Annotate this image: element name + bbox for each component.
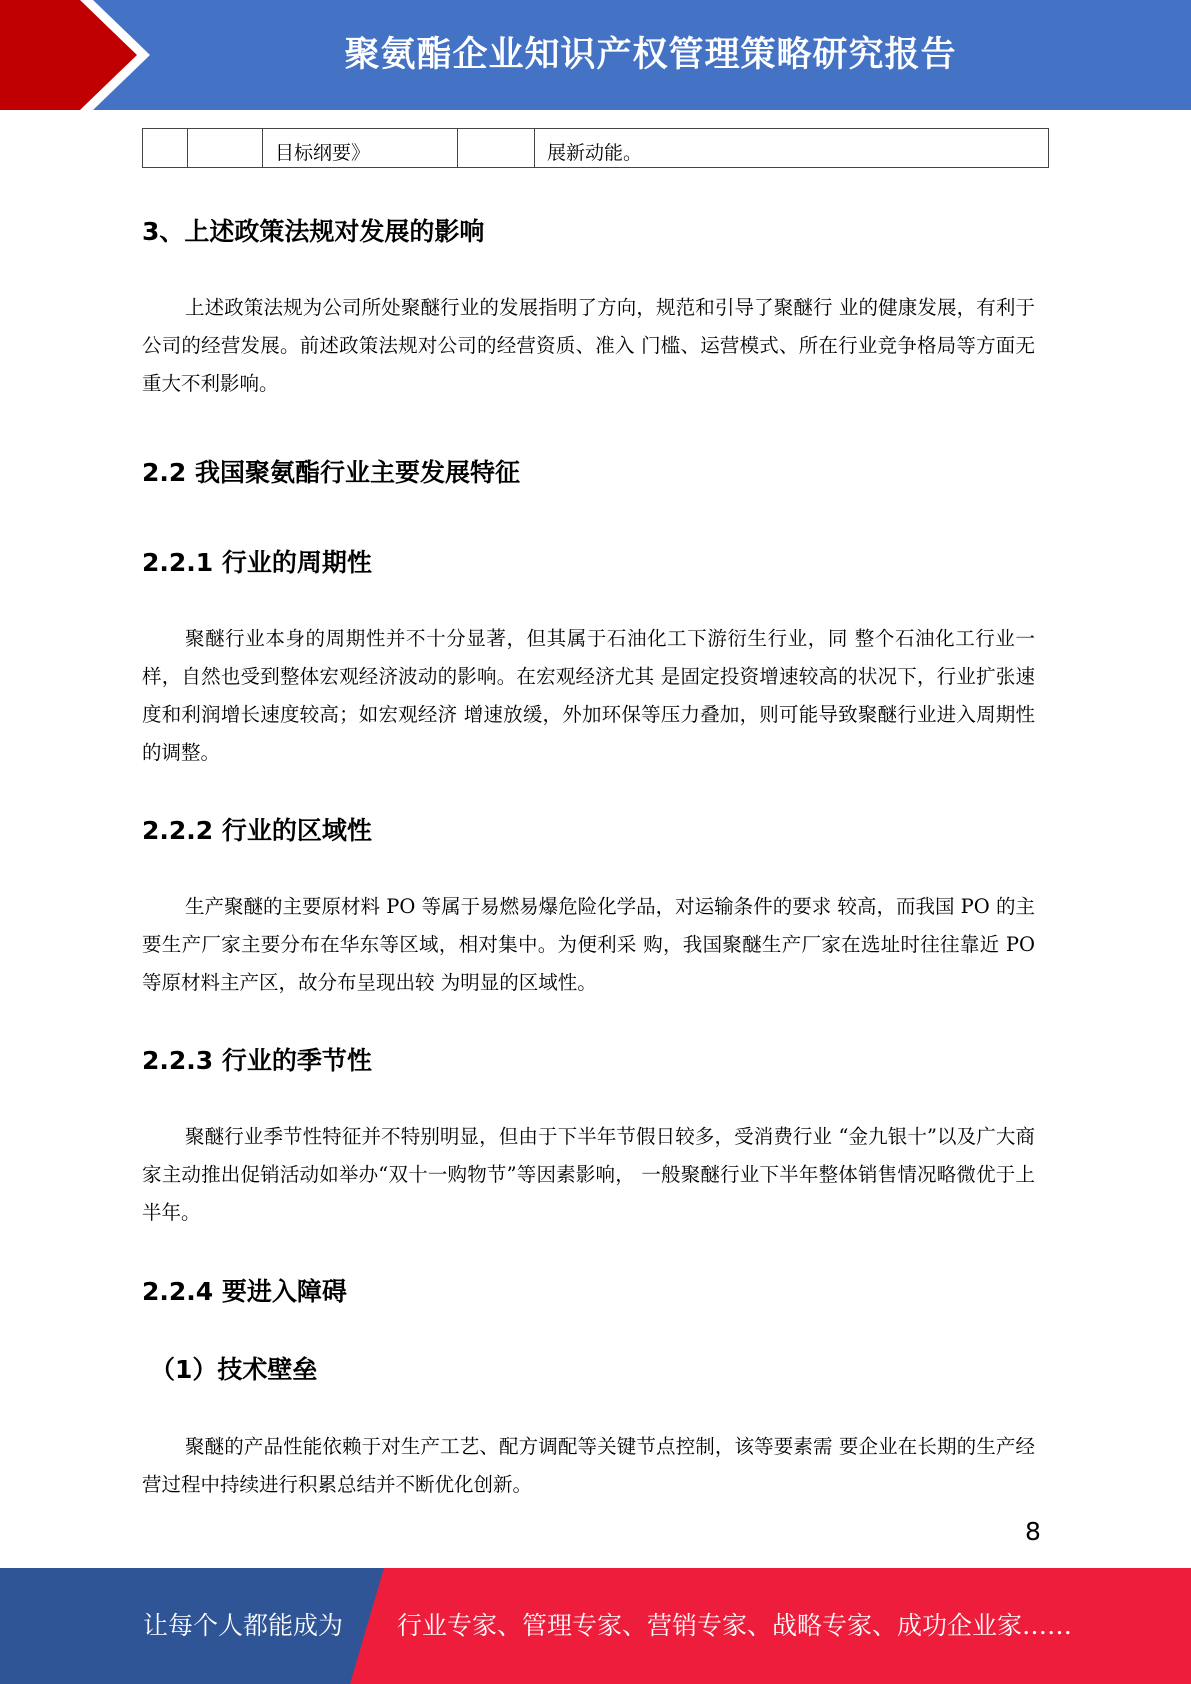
table-cell: 目标纲要》 (263, 129, 458, 168)
table-cell (458, 129, 535, 168)
footer-slogan-right: 行业专家、管理专家、营销专家、战略专家、成功企业家…… (397, 1611, 1073, 1640)
footer-slogan-left: 让每个人都能成为 (143, 1611, 344, 1640)
table-row (143, 129, 1049, 168)
subsection-heading-tech-barrier: （1）技术壁垒 (150, 1355, 318, 1384)
paragraph-policy-impact: 上述政策法规为公司所处聚醚行业的发展指明了方向，规范和引导了聚醚行 业的健康发展，有利于公司的经营发展。前述政策法规对公司的经营资质、准入 门槛、运营模式、所在行业竞争格局等方面无重大不利影响。 (142, 296, 1035, 395)
paragraph-seasonality: 聚醚行业季节性特征并不特别明显，但由于下半年节假日较多，受消费行业 “金九银十”以及广大商家主动推出促销活动如举办“双十一购物节”等因素影响， 一般聚醚行业下半年整体销售情况略微优于上半年。 (142, 1125, 1035, 1224)
table-cell (143, 129, 188, 168)
section-heading-policy-impact: 3、上述政策法规对发展的影响 (142, 217, 485, 246)
section-heading-2-2-4: 2.2.4 要进入障碍 (142, 1277, 347, 1306)
paragraph-cyclicality: 聚醚行业本身的周期性并不十分显著，但其属于石油化工下游衍生行业，同 整个石油化工行业一样，自然也受到整体宏观经济波动的影响。在宏观经济尤其 是固定投资增速较高的状况下，行业扩张速度和利润增长速度较高；如宏观经济 增速放缓，外加环保等压力叠加，则可能导致聚醚行业进入周期性的调整。 (142, 627, 1035, 764)
page-number: 8 (1025, 1517, 1041, 1546)
table-cell: 展新动能。 (535, 129, 1049, 168)
policy-table-fragment (142, 128, 1049, 168)
section-heading-2-2-3: 2.2.3 行业的季节性 (142, 1046, 372, 1075)
section-heading-2-2-1: 2.2.1 行业的周期性 (142, 548, 372, 577)
page-header (0, 0, 1191, 110)
table-cell (188, 129, 263, 168)
section-heading-2-2: 2.2 我国聚氨酯行业主要发展特征 (142, 458, 520, 487)
section-heading-2-2-2: 2.2.2 行业的区域性 (142, 816, 372, 845)
report-title: 聚氨酯企业知识产权管理策略研究报告 (344, 35, 957, 75)
page-footer (0, 1568, 1191, 1684)
paragraph-regionality: 生产聚醚的主要原材料 PO 等属于易燃易爆危险化学品，对运输条件的要求 较高，而我国 PO 的主要生产厂家主要分布在华东等区域，相对集中。为便利采 购，我国聚醚生产厂家在选址时往往靠近 PO 等原材料主产区，故分布呈现出较 为明显的区域性。 (142, 895, 1035, 994)
paragraph-tech-barrier: 聚醚的产品性能依赖于对生产工艺、配方调配等关键节点控制，该等要素需 要企业在长期的生产经营过程中持续进行积累总结并不断优化创新。 (142, 1435, 1035, 1496)
